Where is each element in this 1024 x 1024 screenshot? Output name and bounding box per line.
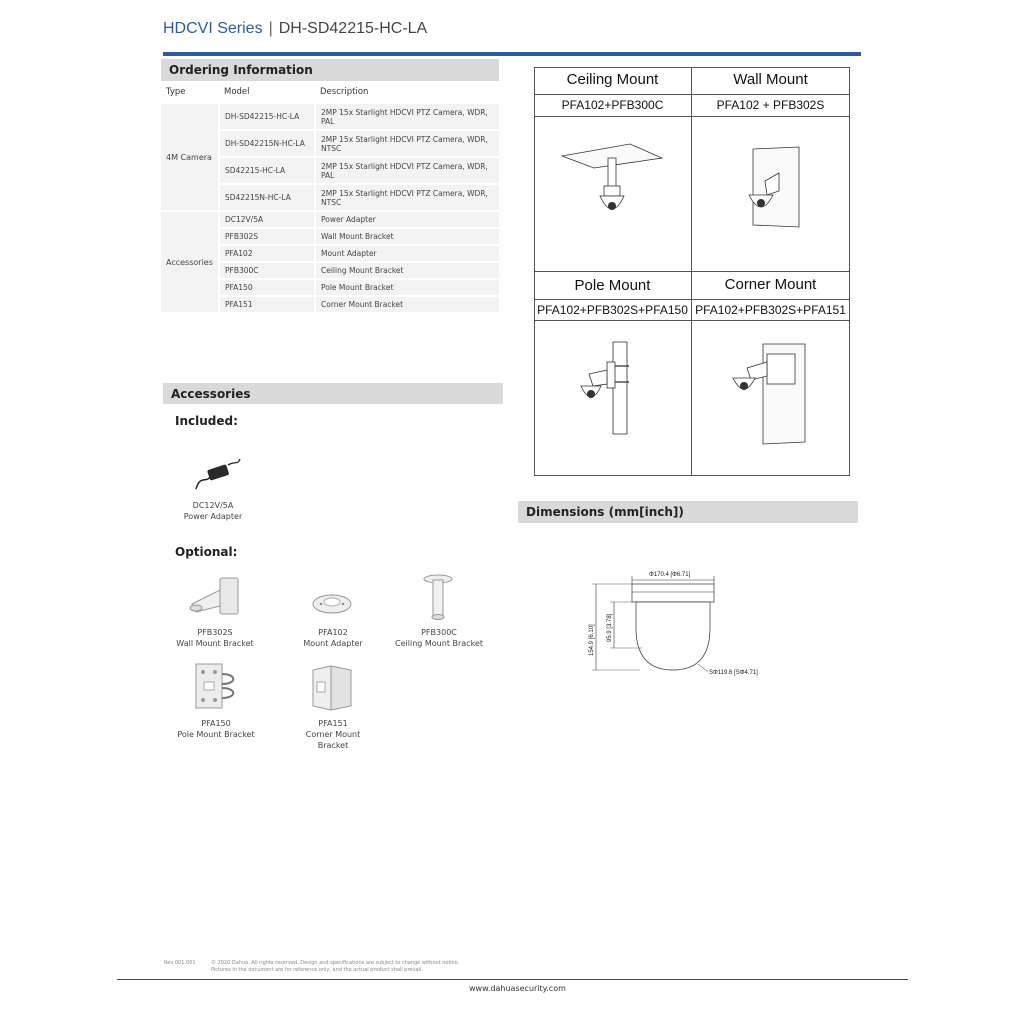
description-cell: 2MP 15x Starlight HDCVI PTZ Camera, WDR, PAL xyxy=(315,157,499,184)
column-header: Type xyxy=(161,82,219,103)
dimensions-title: Dimensions (mm[inch]) xyxy=(526,505,684,519)
copyright-line: © 2020 Dahua. All rights reserved. Design and specifications are subject to change without notice. xyxy=(211,960,460,966)
ceiling-bracket-icon xyxy=(420,574,456,622)
grid-divider xyxy=(534,299,850,300)
mount-name: Corner Mount xyxy=(724,276,817,293)
item-model: DC12V/5A xyxy=(192,501,234,510)
item-desc: Power Adapter xyxy=(183,512,243,521)
item-model: PFA150 xyxy=(201,719,231,728)
model-cell: DC12V/5A xyxy=(219,211,315,228)
document-header xyxy=(163,20,427,38)
description-cell: Wall Mount Bracket xyxy=(315,228,499,245)
accessories-section-header xyxy=(163,383,503,404)
item-model: PFA102 xyxy=(318,628,348,637)
mount-code: PFA102+PFB302S+PFA151 xyxy=(695,303,846,317)
optional-item-label xyxy=(392,627,486,649)
description-cell: Mount Adapter xyxy=(315,245,499,262)
table-row xyxy=(161,103,499,130)
model-cell: PFB302S xyxy=(219,228,315,245)
footer-rule xyxy=(117,979,908,980)
optional-heading: Optional: xyxy=(175,545,238,559)
column-header: Model xyxy=(219,82,315,103)
top-diameter-label: Φ170.4 [Φ6.71] xyxy=(649,572,691,578)
wall-mount-drawing xyxy=(745,145,805,230)
description-cell: Pole Mount Bracket xyxy=(315,279,499,296)
description-cell: Corner Mount Bracket xyxy=(315,296,499,313)
grid-divider xyxy=(534,116,850,117)
pole-bracket-icon xyxy=(193,662,239,710)
ordering-title: Ordering Information xyxy=(169,63,313,77)
item-desc: Mount Adapter xyxy=(303,639,363,648)
pole-mount-drawing xyxy=(575,340,635,436)
optional-item-label xyxy=(292,627,374,649)
model-cell: SD42215N-HC-LA xyxy=(219,184,315,211)
item-desc: Corner Mount xyxy=(305,730,361,739)
description-cell: Power Adapter xyxy=(315,211,499,228)
footer-url[interactable]: www.dahuasecurity.com xyxy=(469,984,566,993)
grid-divider xyxy=(534,320,850,321)
optional-item-label xyxy=(292,718,374,751)
description-cell: Ceiling Mount Bracket xyxy=(315,262,499,279)
mount-name: Ceiling Mount xyxy=(566,71,659,88)
dimensions-section-header xyxy=(518,501,858,523)
power-adapter-icon xyxy=(192,455,242,493)
included-item-label xyxy=(172,500,254,522)
dome-diameter-label: SΦ119.6 [SΦ4.71] xyxy=(709,670,758,676)
description-cell: 2MP 15x Starlight HDCVI PTZ Camera, WDR, PAL xyxy=(315,103,499,130)
mount-code: PFA102+PFB300C xyxy=(561,98,664,112)
total-height-label: 154.9 [6.10] xyxy=(589,624,595,656)
model-title: DH-SD42215-HC-LA xyxy=(278,20,428,37)
column-header: Description xyxy=(315,82,499,103)
header-rule xyxy=(163,52,861,56)
item-desc: Pole Mount Bracket xyxy=(177,730,255,739)
ordering-table xyxy=(161,82,499,314)
copyright-line: Pictures in the document are for reference only, and the actual product shall prevail. xyxy=(211,967,423,973)
description-cell: 2MP 15x Starlight HDCVI PTZ Camera, WDR, NTSC xyxy=(315,130,499,157)
type-cell: 4M Camera xyxy=(161,103,219,211)
ceiling-mount-drawing xyxy=(560,140,665,225)
model-cell: DH-SD42215-HC-LA xyxy=(219,103,315,130)
dimension-drawing xyxy=(580,566,780,682)
revision-label: Rev 001.001 xyxy=(164,960,196,966)
model-cell: PFA150 xyxy=(219,279,315,296)
model-cell: DH-SD42215N-HC-LA xyxy=(219,130,315,157)
optional-item-label xyxy=(172,627,258,649)
mount-code: PFA102+PFB302S+PFA150 xyxy=(537,303,688,317)
item-desc: Wall Mount Bracket xyxy=(176,639,254,648)
optional-item-label xyxy=(172,718,260,740)
table-row xyxy=(161,211,499,228)
mount-code: PFA102 + PFB302S xyxy=(716,98,825,112)
mount-name: Wall Mount xyxy=(733,71,808,88)
wall-bracket-icon xyxy=(188,576,242,616)
model-cell: SD42215-HC-LA xyxy=(219,157,315,184)
series-title: HDCVI Series xyxy=(163,20,263,37)
corner-bracket-icon xyxy=(311,664,353,714)
item-model: PFB300C xyxy=(421,628,457,637)
item-model: PFA151 xyxy=(318,719,348,728)
header-separator: | xyxy=(268,20,273,37)
item-model: PFB302S xyxy=(197,628,233,637)
model-cell: PFA151 xyxy=(219,296,315,313)
description-cell: 2MP 15x Starlight HDCVI PTZ Camera, WDR, NTSC xyxy=(315,184,499,211)
model-cell: PFB300C xyxy=(219,262,315,279)
mount-adapter-icon xyxy=(311,592,353,616)
accessories-title: Accessories xyxy=(171,386,251,401)
type-cell: Accessories xyxy=(161,211,219,313)
mount-name: Pole Mount xyxy=(574,277,651,294)
model-cell: PFA102 xyxy=(219,245,315,262)
grid-divider xyxy=(534,271,850,272)
ordering-section-header xyxy=(161,59,499,81)
item-desc-cont: Bracket xyxy=(317,741,349,750)
grid-divider xyxy=(534,94,850,95)
item-desc: Ceiling Mount Bracket xyxy=(395,639,483,648)
table-header-row xyxy=(161,82,499,103)
dome-height-label: 95.9 [3.78] xyxy=(607,613,613,642)
corner-mount-drawing xyxy=(727,340,809,446)
included-heading: Included: xyxy=(175,414,238,428)
